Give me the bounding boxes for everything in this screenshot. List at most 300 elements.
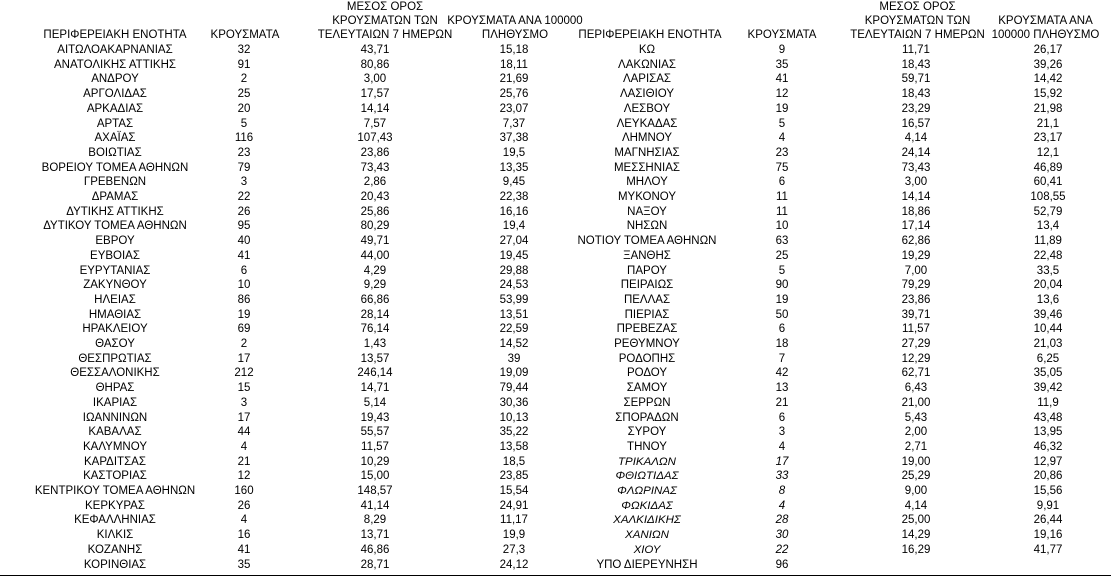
cell-region: ΛΑΡΙΣΑΣ bbox=[622, 73, 672, 86]
cell-avg-7days: 25,00 bbox=[901, 514, 931, 527]
cell-region: ΡΟΔΟΥ bbox=[626, 367, 668, 380]
cell-avg-7days: 17,14 bbox=[901, 220, 931, 233]
cell-region: ΦΩΚΙΔΑΣ bbox=[621, 499, 673, 512]
table-row-right bbox=[0, 175, 1111, 190]
cell-per-100k: 19,16 bbox=[1033, 529, 1063, 542]
cell-region: ΧΙΟΥ bbox=[633, 543, 661, 556]
cell-avg-7days: 13,57 bbox=[360, 352, 390, 365]
cell-cases: 6 bbox=[778, 411, 786, 424]
table-row-right bbox=[0, 528, 1111, 543]
cell-region: ΧΑΝΙΩΝ bbox=[625, 529, 669, 542]
cell-avg-7days: 6,43 bbox=[904, 382, 928, 395]
cell-region: ΞΑΝΘΗΣ bbox=[623, 249, 671, 262]
cell-per-100k: 9,45 bbox=[502, 176, 526, 189]
cell-region: ΚΙΛΚΙΣ bbox=[96, 529, 134, 542]
bottom-rule bbox=[0, 575, 1111, 576]
cell-region: ΘΑΣΟΥ bbox=[95, 338, 135, 350]
cell-avg-7days: 16,29 bbox=[901, 543, 931, 556]
cell-cases: 20 bbox=[237, 102, 251, 115]
cell-avg-7days: 13,71 bbox=[360, 529, 390, 542]
cell-cases: 12 bbox=[237, 470, 251, 483]
cell-avg-7days: 10,29 bbox=[360, 455, 390, 468]
cell-cases: 19 bbox=[775, 293, 789, 306]
cell-cases: 23 bbox=[237, 146, 251, 159]
header-cases-right: ΚΡΟΥΣΜΑΤΑ bbox=[747, 29, 817, 41]
table-row-right bbox=[0, 293, 1111, 308]
cell-per-100k: 19,45 bbox=[499, 249, 529, 262]
cell-per-100k: 11,9 bbox=[1037, 396, 1059, 409]
cell-avg-7days: 12,29 bbox=[901, 352, 931, 365]
cell-cases: 26 bbox=[237, 205, 251, 218]
cell-per-100k: 60,41 bbox=[1033, 176, 1063, 189]
cell-cases: 6 bbox=[778, 176, 786, 189]
cell-cases: 3 bbox=[240, 396, 248, 409]
cell-avg-7days: 7,57 bbox=[363, 117, 387, 130]
cell-per-100k: 21,1 bbox=[1036, 117, 1060, 130]
cell-avg-7days: 19,43 bbox=[360, 411, 390, 424]
cell-avg-7days: 19,00 bbox=[901, 455, 931, 468]
cell-cases: 17 bbox=[237, 352, 251, 365]
table-row-right bbox=[0, 219, 1111, 234]
cell-per-100k: 35,22 bbox=[499, 426, 529, 439]
cell-region: ΡΕΘΥΜΝΟΥ bbox=[614, 338, 680, 350]
cell-region: ΕΒΡΟΥ bbox=[95, 235, 135, 248]
cell-cases: 22 bbox=[775, 543, 789, 556]
cell-cases: 26 bbox=[237, 499, 251, 512]
cell-per-100k: 33,5 bbox=[1036, 264, 1060, 277]
cell-cases: 25 bbox=[237, 88, 251, 101]
cell-cases: 22 bbox=[237, 191, 251, 203]
cell-cases: 5 bbox=[778, 264, 786, 277]
cell-cases: 3 bbox=[778, 426, 786, 439]
cell-avg-7days: 25,29 bbox=[901, 470, 931, 483]
cell-region: ΜΑΓΝΗΣΙΑΣ bbox=[614, 146, 680, 159]
table-row-right bbox=[0, 411, 1111, 426]
cell-cases: 5 bbox=[240, 117, 248, 130]
cell-region: ΣΕΡΡΩΝ bbox=[623, 396, 671, 409]
cell-per-100k: 18,11 bbox=[500, 58, 528, 71]
cell-cases: 40 bbox=[237, 235, 251, 248]
table-row-right bbox=[0, 513, 1111, 528]
cell-per-100k: 23,85 bbox=[499, 470, 529, 483]
cell-region: ΛΕΥΚΑΔΑΣ bbox=[616, 117, 678, 130]
cell-cases: 4 bbox=[778, 440, 786, 453]
cell-per-100k: 13,58 bbox=[499, 440, 529, 453]
cell-cases: 69 bbox=[237, 323, 251, 336]
table-row-right bbox=[0, 190, 1111, 205]
header-cases-left: ΚΡΟΥΣΜΑΤΑ bbox=[210, 29, 280, 41]
cell-cases: 41 bbox=[775, 73, 789, 86]
cell-cases: 44 bbox=[237, 426, 251, 439]
cell-region: ΚΩ bbox=[638, 44, 656, 56]
cell-per-100k: 19,5 bbox=[502, 146, 526, 159]
cell-region: ΘΕΣΣΑΛΟΝΙΚΗΣ bbox=[70, 367, 160, 380]
cell-avg-7days: 28,14 bbox=[360, 308, 390, 321]
cell-per-100k: 15,92 bbox=[1033, 88, 1063, 101]
cell-region: ΣΑΜΟΥ bbox=[626, 382, 668, 395]
cell-cases: 50 bbox=[775, 308, 789, 321]
table-row-right bbox=[0, 131, 1111, 146]
cell-avg-7days: 4,29 bbox=[363, 264, 387, 277]
cell-cases: 79 bbox=[237, 161, 251, 174]
cell-avg-7days: 15,00 bbox=[360, 470, 390, 483]
cell-avg-7days: 3,00 bbox=[363, 73, 387, 86]
cell-cases: 13 bbox=[775, 382, 789, 395]
cell-region: ΜΗΛΟΥ bbox=[626, 176, 668, 189]
cell-region: ΕΥΡΥΤΑΝΙΑΣ bbox=[79, 264, 151, 277]
cell-per-100k: 27,04 bbox=[499, 235, 529, 248]
cell-avg-7days: 11,71 bbox=[902, 44, 930, 56]
cell-cases: 28 bbox=[775, 514, 789, 527]
cell-per-100k: 27,3 bbox=[502, 543, 526, 556]
cell-avg-7days: 73,43 bbox=[360, 161, 390, 174]
cell-avg-7days: 14,14 bbox=[901, 191, 931, 203]
header-per100k-left: ΚΡΟΥΣΜΑΤΑ ΑΝΑ 100000 ΠΛΗΘΥΣΜΟ bbox=[447, 15, 583, 41]
cell-avg-7days: 14,71 bbox=[360, 382, 390, 395]
cell-cases: 160 bbox=[234, 485, 254, 497]
cell-avg-7days: 25,86 bbox=[360, 205, 390, 218]
table-row-right bbox=[0, 455, 1111, 470]
cell-per-100k: 25,76 bbox=[499, 88, 529, 101]
cell-region: ΙΩΑΝΝΙΝΩΝ bbox=[82, 411, 148, 424]
cell-region: ΠΕΛΛΑΣ bbox=[623, 293, 671, 306]
cell-cases: 17 bbox=[775, 455, 789, 468]
cell-avg-7days: 44,00 bbox=[360, 249, 390, 262]
cell-cases: 42 bbox=[775, 367, 789, 380]
cell-cases: 10 bbox=[775, 220, 789, 233]
cell-avg-7days: 46,86 bbox=[360, 543, 390, 556]
cell-cases: 21 bbox=[775, 396, 789, 409]
table-row-right bbox=[0, 308, 1111, 323]
cell-per-100k: 9,91 bbox=[1036, 499, 1060, 512]
table-row-right bbox=[0, 352, 1111, 367]
cell-region: ΖΑΚΥΝΘΟΥ bbox=[83, 279, 147, 292]
cell-per-100k: 79,44 bbox=[499, 382, 529, 395]
cell-region: ΤΡΙΚΑΛΩΝ bbox=[618, 455, 676, 468]
table-row-right bbox=[0, 234, 1111, 249]
table-row-right bbox=[0, 117, 1111, 132]
table-row-right bbox=[0, 264, 1111, 279]
cell-avg-7days: 5,14 bbox=[363, 396, 387, 409]
cell-per-100k: 20,86 bbox=[1033, 470, 1063, 483]
cell-per-100k: 46,89 bbox=[1033, 161, 1063, 174]
cell-per-100k: 19,9 bbox=[502, 529, 526, 542]
cell-region: ΛΑΣΙΘΙΟΥ bbox=[619, 88, 675, 101]
cell-avg-7days: 59,71 bbox=[901, 73, 931, 86]
cell-region: ΑΧΑΪΑΣ bbox=[94, 132, 136, 145]
cell-region: ΡΟΔΟΠΗΣ bbox=[618, 352, 676, 365]
cell-avg-7days: 20,43 bbox=[360, 191, 390, 203]
cell-cases: 90 bbox=[775, 279, 789, 292]
cell-cases: 19 bbox=[775, 102, 789, 115]
cell-cases: 17 bbox=[237, 411, 251, 424]
cell-region: ΘΗΡΑΣ bbox=[95, 382, 135, 395]
cell-region: ΔΥΤΙΚΟΥ ΤΟΜΕΑ ΑΘΗΝΩΝ bbox=[43, 220, 187, 233]
cell-region: ΒΟΙΩΤΙΑΣ bbox=[88, 146, 142, 159]
cell-cases: 11 bbox=[776, 205, 788, 218]
cell-avg-7days: 2,71 bbox=[904, 440, 928, 453]
cell-cases: 10 bbox=[237, 279, 251, 292]
cell-cases: 4 bbox=[240, 440, 248, 453]
cell-avg-7days: 23,86 bbox=[901, 293, 931, 306]
cell-region: ΔΡΑΜΑΣ bbox=[91, 191, 139, 203]
cell-avg-7days: 55,57 bbox=[360, 426, 390, 439]
cell-per-100k: 24,53 bbox=[499, 279, 529, 292]
cell-per-100k: 22,38 bbox=[499, 191, 529, 203]
cell-per-100k: 13,51 bbox=[499, 308, 529, 321]
table-row-right bbox=[0, 322, 1111, 337]
cell-region: ΝΟΤΙΟΥ ΤΟΜΕΑ ΑΘΗΝΩΝ bbox=[577, 235, 717, 248]
table-row-right bbox=[0, 146, 1111, 161]
table-row-right bbox=[0, 205, 1111, 220]
cell-per-100k: 39 bbox=[507, 352, 521, 365]
cell-cases: 75 bbox=[775, 161, 789, 174]
cell-cases: 19 bbox=[237, 308, 251, 321]
cell-region: ΣΥΡΟΥ bbox=[627, 426, 667, 439]
table-row-right bbox=[0, 396, 1111, 411]
cell-cases: 23 bbox=[775, 146, 789, 159]
cell-per-100k: 29,88 bbox=[499, 264, 529, 277]
cell-avg-7days: 43,71 bbox=[360, 44, 390, 56]
cell-per-100k: 53,99 bbox=[499, 293, 529, 306]
table-row-right bbox=[0, 543, 1111, 558]
cell-region: ΣΠΟΡΑΔΩΝ bbox=[615, 411, 679, 424]
cell-region: ΙΚΑΡΙΑΣ bbox=[92, 396, 138, 409]
cell-cases: 32 bbox=[237, 44, 251, 56]
cell-avg-7days: 2,86 bbox=[363, 176, 387, 189]
cell-per-100k: 21,69 bbox=[499, 73, 529, 86]
table-row-right bbox=[0, 366, 1111, 381]
cell-avg-7days: 79,29 bbox=[901, 279, 931, 292]
cell-region: ΛΕΣΒΟΥ bbox=[623, 102, 671, 115]
cell-cases: 3 bbox=[240, 176, 248, 189]
cell-per-100k: 26,17 bbox=[1033, 44, 1063, 56]
cell-avg-7days: 18,43 bbox=[901, 88, 931, 101]
header-avg-right: ΜΕΣΟΣ ΟΡΟΣ ΚΡΟΥΣΜΑΤΩΝ ΤΩΝ ΤΕΛΕΥΤΑΙΩΝ 7 ΗΜΕΡΩΝ bbox=[850, 1, 985, 41]
cell-avg-7days: 18,86 bbox=[901, 205, 931, 218]
cell-cases: 96 bbox=[775, 558, 789, 571]
cell-avg-7days: 73,43 bbox=[901, 161, 931, 174]
cell-avg-7days: 4,14 bbox=[904, 499, 928, 512]
cell-avg-7days: 11,57 bbox=[361, 440, 389, 453]
cell-cases: 2 bbox=[240, 73, 248, 86]
cell-cases: 63 bbox=[775, 235, 789, 248]
cell-per-100k: 16,16 bbox=[499, 205, 529, 218]
cell-per-100k: 30,36 bbox=[499, 396, 529, 409]
cell-region: ΛΑΚΩΝΙΑΣ bbox=[618, 58, 676, 71]
cell-per-100k: 23,07 bbox=[499, 102, 529, 115]
cell-region: ΠΑΡΟΥ bbox=[627, 264, 667, 277]
cell-region: ΒΟΡΕΙΟΥ ΤΟΜΕΑ ΑΘΗΝΩΝ bbox=[41, 161, 189, 174]
cell-per-100k: 20,04 bbox=[1033, 279, 1063, 292]
cell-per-100k: 15,54 bbox=[499, 485, 529, 497]
table-row-right bbox=[0, 425, 1111, 440]
cell-avg-7days: 49,71 bbox=[360, 235, 390, 248]
cell-avg-7days: 27,29 bbox=[901, 338, 931, 350]
cell-avg-7days: 9,00 bbox=[904, 485, 928, 497]
cell-per-100k: 15,18 bbox=[499, 44, 529, 56]
cell-cases: 4 bbox=[778, 499, 786, 512]
cell-per-100k: 7,37 bbox=[502, 117, 526, 130]
cell-avg-7days: 21,00 bbox=[901, 396, 931, 409]
cell-region: ΗΜΑΘΙΑΣ bbox=[88, 308, 142, 321]
cell-region: ΛΗΜΝΟΥ bbox=[621, 132, 673, 145]
cell-region: ΓΡΕΒΕΝΩΝ bbox=[83, 176, 147, 189]
cell-per-100k: 23,17 bbox=[1033, 132, 1063, 145]
cell-cases: 15 bbox=[237, 382, 251, 395]
cell-cases: 2 bbox=[240, 338, 248, 350]
cell-per-100k: 19,4 bbox=[502, 220, 526, 233]
cell-avg-7days: 14,29 bbox=[901, 529, 931, 542]
cell-per-100k: 11,89 bbox=[1034, 235, 1062, 248]
cell-per-100k: 39,46 bbox=[1033, 308, 1063, 321]
cell-cases: 35 bbox=[237, 558, 251, 571]
cell-avg-7days: 14,14 bbox=[360, 102, 390, 115]
cell-avg-7days: 4,14 bbox=[904, 132, 928, 145]
cell-region: ΧΑΛΚΙΔΙΚΗΣ bbox=[613, 514, 681, 527]
cell-avg-7days: 62,71 bbox=[901, 367, 931, 380]
cell-avg-7days: 80,86 bbox=[360, 58, 390, 71]
cell-cases: 4 bbox=[778, 132, 786, 145]
cell-region: ΜΕΣΣΗΝΙΑΣ bbox=[613, 161, 681, 174]
cell-cases: 33 bbox=[775, 470, 789, 483]
table-row-right bbox=[0, 381, 1111, 396]
cell-avg-7days: 23,86 bbox=[360, 146, 390, 159]
cell-per-100k: 19,09 bbox=[499, 367, 529, 380]
cell-cases: 7 bbox=[778, 352, 786, 365]
cell-cases: 6 bbox=[240, 264, 248, 277]
cell-avg-7days: 23,29 bbox=[901, 102, 931, 115]
cell-avg-7days: 2,00 bbox=[904, 426, 928, 439]
cell-region: ΗΡΑΚΛΕΙΟΥ bbox=[82, 323, 148, 336]
cell-per-100k: 21,03 bbox=[1033, 338, 1063, 350]
cell-avg-7days: 148,57 bbox=[357, 485, 393, 497]
cell-per-100k: 22,48 bbox=[1033, 249, 1063, 262]
cell-cases: 21 bbox=[237, 455, 251, 468]
cell-avg-7days: 62,86 bbox=[901, 235, 931, 248]
cell-per-100k: 37,38 bbox=[499, 132, 529, 145]
cell-region: ΝΑΞΟΥ bbox=[627, 205, 667, 218]
cell-avg-7days: 39,71 bbox=[901, 308, 931, 321]
cell-region: ΑΡΚΑΔΙΑΣ bbox=[86, 102, 144, 115]
cell-avg-7days: 17,57 bbox=[360, 88, 390, 101]
cell-region: ΑΝΔΡΟΥ bbox=[91, 73, 139, 86]
cell-region: ΚΑΛΥΜΝΟΥ bbox=[83, 440, 147, 453]
cell-region: ΦΛΩΡΙΝΑΣ bbox=[617, 485, 677, 497]
cell-region: ΑΡΓΟΛΙΔΑΣ bbox=[83, 88, 147, 101]
cell-per-100k: 10,13 bbox=[499, 411, 529, 424]
table-row-right bbox=[0, 469, 1111, 484]
cell-region: ΑΡΤΑΣ bbox=[96, 117, 134, 130]
cell-region: ΚΕΝΤΡΙΚΟΥ ΤΟΜΕΑ ΑΘΗΝΩΝ bbox=[34, 485, 196, 497]
header-avg-left: ΜΕΣΟΣ ΟΡΟΣ ΚΡΟΥΣΜΑΤΩΝ ΤΩΝ ΤΕΛΕΥΤΑΙΩΝ 7 ΗΜΕΡΩΝ bbox=[317, 1, 453, 41]
cell-avg-7days: 11,57 bbox=[902, 323, 930, 336]
cell-per-100k: 22,59 bbox=[499, 323, 529, 336]
cell-cases: 35 bbox=[775, 58, 789, 71]
cell-per-100k: 21,98 bbox=[1033, 102, 1063, 115]
table-row-right bbox=[0, 249, 1111, 264]
cell-per-100k: 11,17 bbox=[500, 514, 528, 527]
cell-region: ΕΥΒΟΙΑΣ bbox=[90, 249, 140, 262]
cell-cases: 12 bbox=[775, 88, 789, 101]
cell-cases: 30 bbox=[775, 529, 789, 542]
cell-cases: 5 bbox=[778, 117, 786, 130]
cell-region: ΚΕΦΑΛΛΗΝΙΑΣ bbox=[74, 514, 156, 527]
cell-per-100k: 26,44 bbox=[1033, 514, 1063, 527]
cell-cases: 95 bbox=[237, 220, 251, 233]
cell-avg-7days: 19,29 bbox=[901, 249, 931, 262]
header-region-left: ΠΕΡΙΦΕΡΕΙΑΚΗ ΕΝΟΤΗΤΑ bbox=[43, 29, 187, 41]
cell-per-100k: 39,26 bbox=[1033, 58, 1063, 71]
cell-per-100k: 108,55 bbox=[1030, 191, 1066, 203]
cell-per-100k: 35,05 bbox=[1033, 367, 1063, 380]
cell-per-100k: 24,12 bbox=[499, 558, 529, 571]
cell-per-100k: 46,32 bbox=[1033, 440, 1063, 453]
cell-cases: 9 bbox=[778, 44, 786, 56]
cell-per-100k: 43,48 bbox=[1033, 411, 1063, 424]
cell-region: ΘΕΣΠΡΩΤΙΑΣ bbox=[78, 352, 152, 365]
cell-avg-7days: 41,14 bbox=[360, 499, 390, 512]
cell-avg-7days: 7,00 bbox=[904, 264, 928, 277]
table-row-right bbox=[0, 337, 1111, 352]
table-row-right bbox=[0, 72, 1111, 87]
cell-cases: 41 bbox=[237, 543, 251, 556]
cell-cases: 41 bbox=[237, 249, 251, 262]
table-row-right bbox=[0, 58, 1111, 73]
cell-avg-7days: 18,43 bbox=[901, 58, 931, 71]
cell-cases: 4 bbox=[240, 514, 248, 527]
cell-region: ΗΛΕΙΑΣ bbox=[94, 293, 136, 306]
cell-avg-7days: 66,86 bbox=[360, 293, 390, 306]
cell-region: ΚΟΡΙΝΘΙΑΣ bbox=[83, 558, 147, 571]
cell-cases: 86 bbox=[237, 293, 251, 306]
cell-avg-7days: 5,43 bbox=[904, 411, 928, 424]
cell-avg-7days: 80,29 bbox=[360, 220, 390, 233]
cell-cases: 25 bbox=[775, 249, 789, 262]
table-row-right bbox=[0, 440, 1111, 455]
cell-region: ΚΑΣΤΟΡΙΑΣ bbox=[83, 470, 147, 483]
cell-per-100k: 14,52 bbox=[499, 338, 529, 350]
cell-region: ΥΠΟ ΔΙΕΡΕΥΝΗΣΗ bbox=[596, 558, 698, 571]
cell-cases: 18 bbox=[775, 338, 789, 350]
table-row-right bbox=[0, 43, 1111, 58]
cell-per-100k: 39,42 bbox=[1033, 382, 1063, 395]
table-row-right bbox=[0, 102, 1111, 117]
cell-cases: 116 bbox=[234, 132, 254, 145]
cell-per-100k: 18,5 bbox=[502, 455, 526, 468]
cell-per-100k: 12,97 bbox=[1033, 455, 1063, 468]
cell-region: ΑΝΑΤΟΛΙΚΗΣ ΑΤΤΙΚΗΣ bbox=[53, 58, 176, 71]
cell-avg-7days: 76,14 bbox=[360, 323, 390, 336]
cell-per-100k: 13,4 bbox=[1036, 220, 1060, 233]
cell-per-100k: 13,35 bbox=[499, 161, 529, 174]
cell-region: ΠΡΕΒΕΖΑΣ bbox=[616, 323, 678, 336]
table-row-right bbox=[0, 161, 1111, 176]
cell-avg-7days: 3,00 bbox=[904, 176, 928, 189]
cell-region: ΦΘΙΩΤΙΔΑΣ bbox=[615, 470, 679, 483]
table-row-right bbox=[0, 87, 1111, 102]
cell-region: ΠΕΙΡΑΙΩΣ bbox=[620, 279, 674, 292]
cell-per-100k: 13,95 bbox=[1033, 426, 1063, 439]
cell-region: ΤΗΝΟΥ bbox=[627, 440, 667, 453]
cell-region: ΚΑΡΔΙΤΣΑΣ bbox=[84, 455, 146, 468]
header-per100k-right: ΚΡΟΥΣΜΑΤΑ ΑΝΑ 100000 ΠΛΗΘΥΣΜΟ bbox=[991, 15, 1100, 41]
cell-per-100k: 12,1 bbox=[1036, 146, 1060, 159]
cell-per-100k: 41,77 bbox=[1033, 543, 1063, 556]
cell-region: ΜΥΚΟΝΟΥ bbox=[617, 191, 677, 203]
cell-cases: 16 bbox=[237, 529, 251, 542]
cell-cases: 8 bbox=[778, 485, 786, 497]
